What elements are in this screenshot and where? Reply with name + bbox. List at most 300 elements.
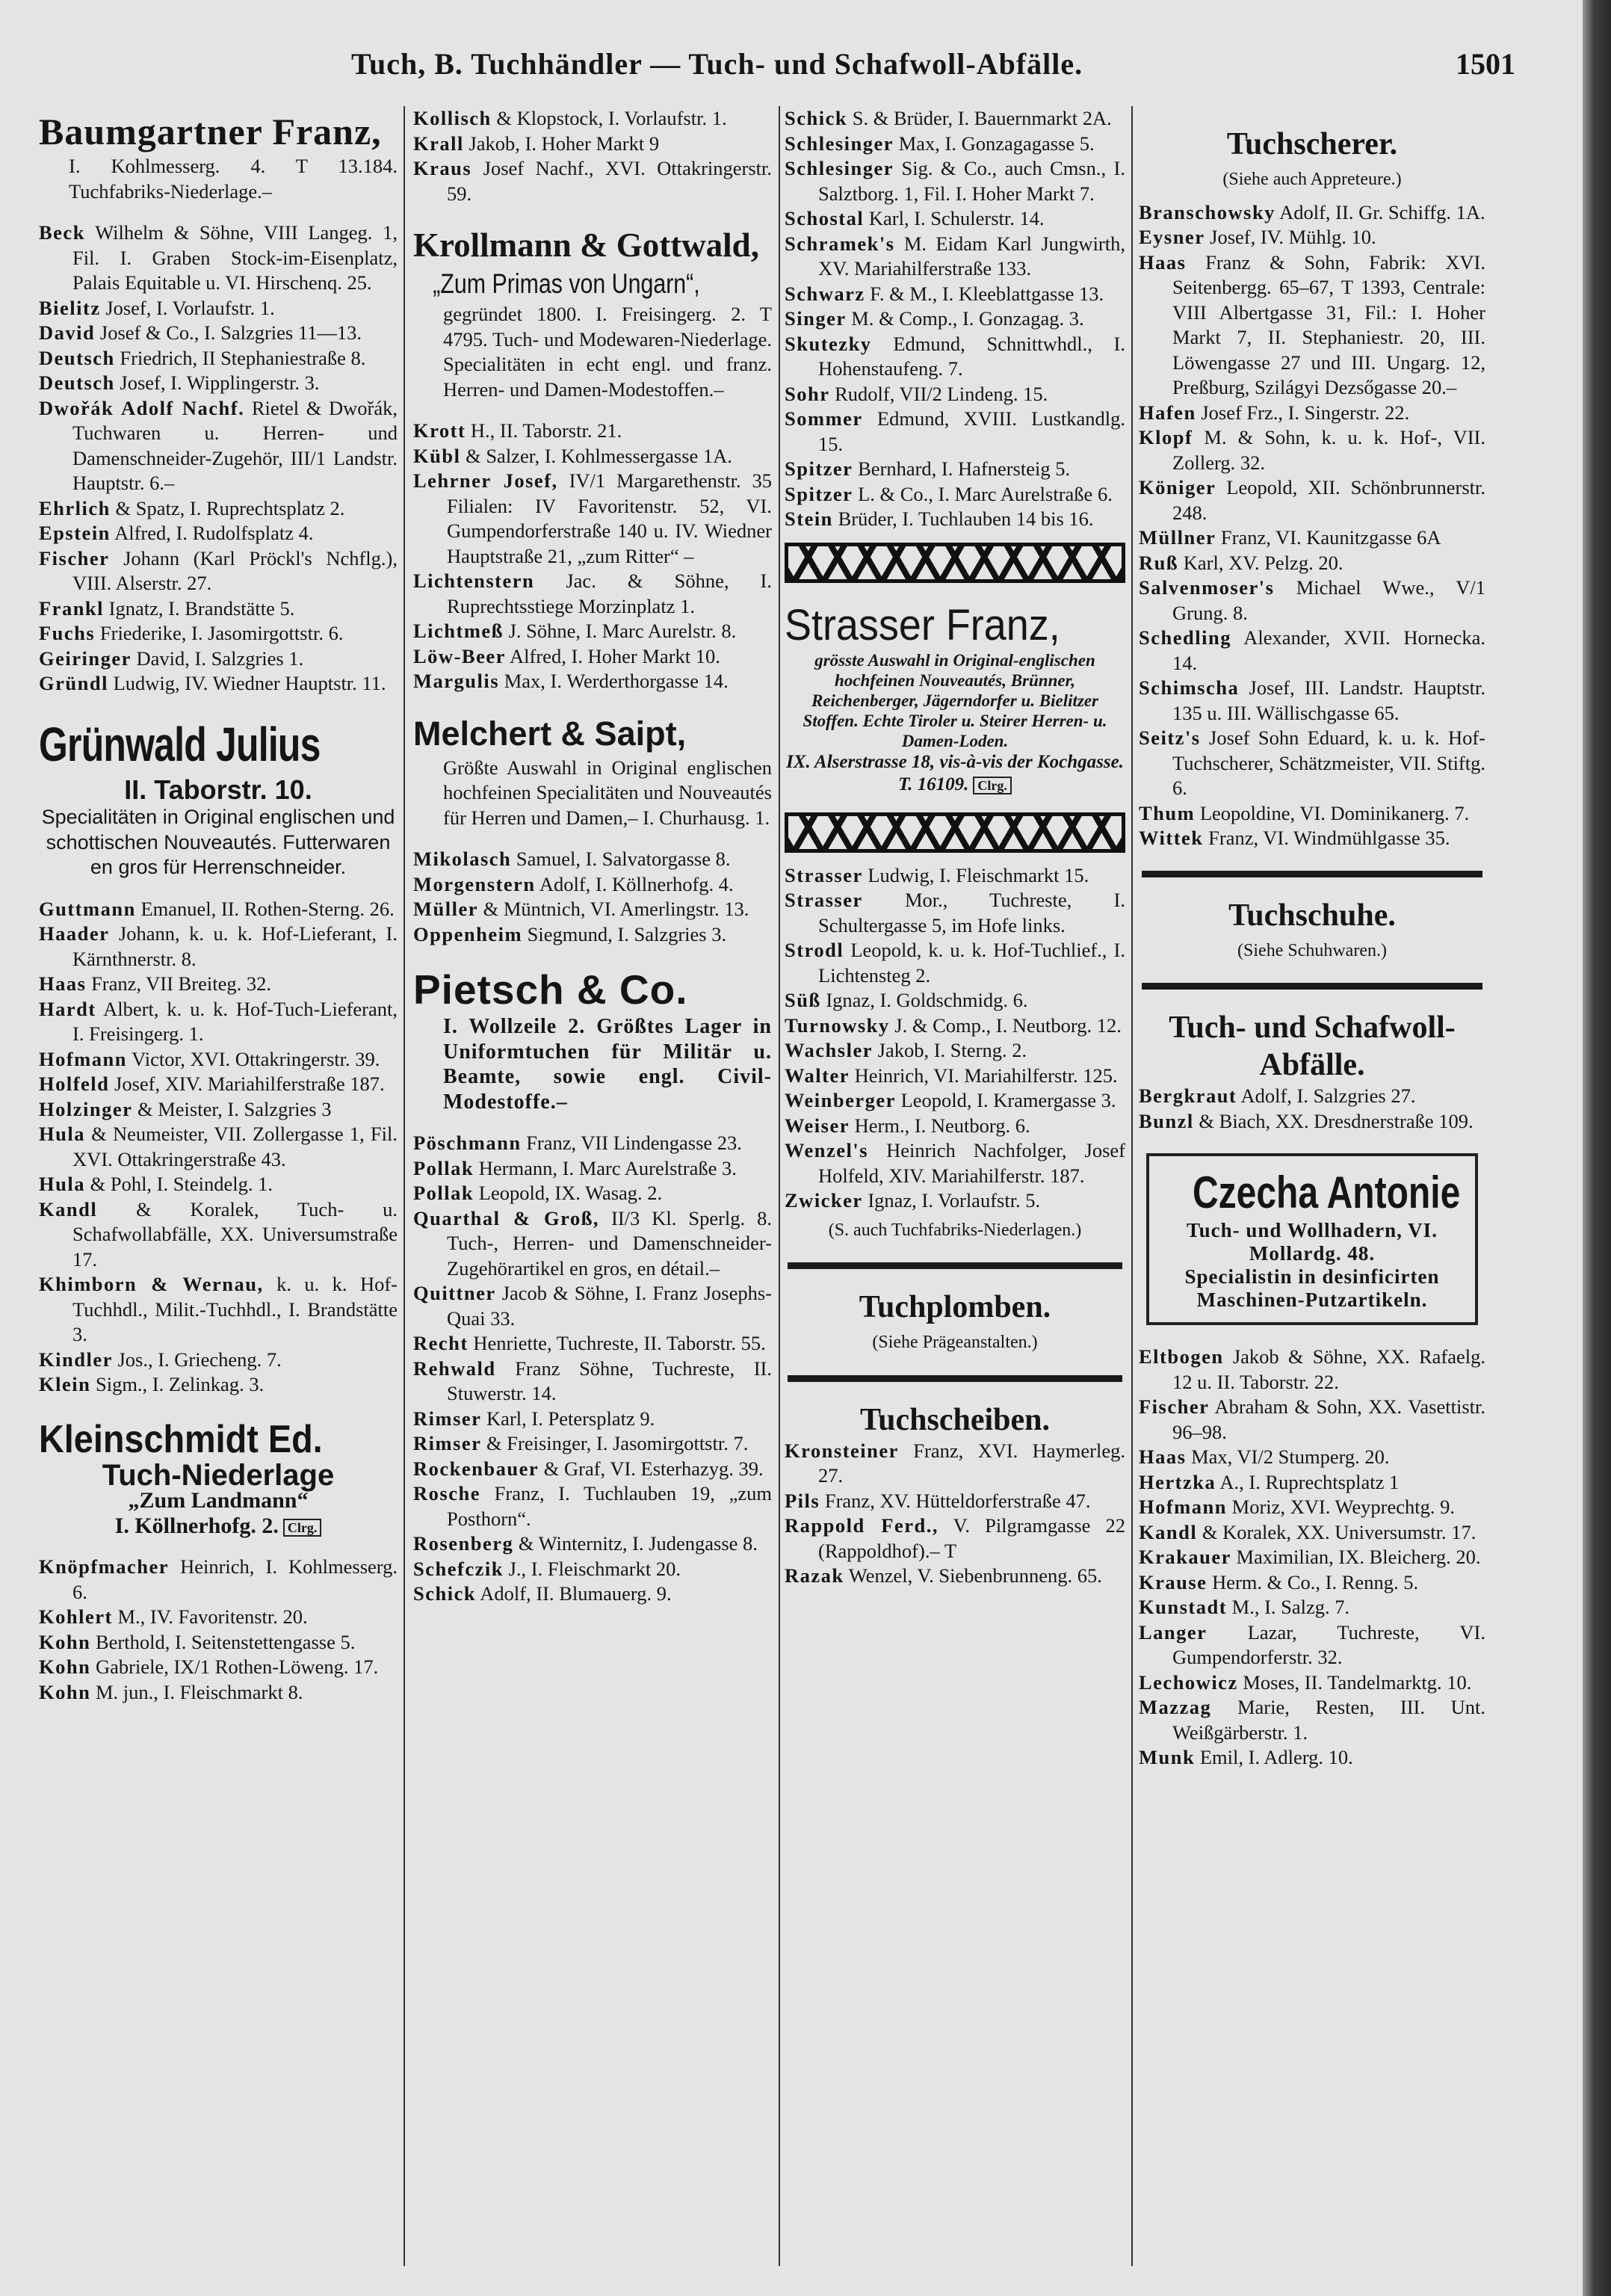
entry-address: Edmund, XVIII. Lustkandlg. 15. [818, 407, 1125, 455]
directory-entry [1139, 1520, 1485, 1546]
entry-name: Schefczik [413, 1557, 504, 1580]
entry-name: Ehrlich [39, 496, 111, 519]
page-number: 1501 [1456, 47, 1515, 81]
entry-name: Krakauer [1139, 1546, 1231, 1568]
entry-address: M. & Comp., I. Gonzagag. 3. [851, 307, 1084, 330]
directory-entry [39, 1605, 398, 1630]
entry-name: Weinberger [785, 1089, 896, 1111]
directory-entry [785, 1064, 1125, 1089]
directory-entry [39, 671, 398, 697]
directory-entry [1139, 1084, 1485, 1109]
column-divider [779, 106, 780, 2266]
entry-address: A., I. Ruprechtsplatz 1 [1219, 1470, 1400, 1493]
entry-address: Bernhard, I. Hafnersteig 5. [858, 457, 1071, 480]
entry-address: Adolf, I. Salzgries 27. [1240, 1084, 1416, 1107]
advertisement-line [1163, 1219, 1462, 1265]
directory-entry [413, 644, 772, 670]
section-heading: Tuch- und Schafwoll-Abfälle. [1169, 1010, 1456, 1082]
directory-entry [39, 1680, 398, 1706]
entry-address: Emanuel, II. Rothen-Sterng. 26. [140, 897, 395, 920]
directory-entry [1139, 250, 1485, 401]
advertisement-title: Pietsch & Co. [413, 966, 688, 1013]
advertisement-text [785, 650, 1125, 751]
directory-entry [1139, 1495, 1485, 1520]
entry-address: Heinrich, VI. Mariahilferstr. 125. [854, 1064, 1118, 1087]
advertisement-line [785, 751, 1125, 796]
entry-address: Josef, III. Landstr. Hauptstr. 135 u. III. Wällischgasse 65. [1172, 676, 1486, 724]
entry-address: Victor, XVI. Ottakringerstr. 39. [132, 1047, 380, 1070]
entry-name: Guttmann [39, 897, 136, 920]
entry-name: Gründl [39, 672, 108, 694]
entry-name: Fuchs [39, 622, 96, 644]
directory-entry [785, 407, 1125, 457]
entry-address: Mor., Tuchreste, I. Schultergasse 5, im Hofe links. [818, 889, 1125, 936]
entry-address: Sigm., I. Zelinkag. 3. [95, 1373, 265, 1395]
entry-name: Geiringer [39, 646, 132, 670]
advertisement-title: Krollmann & Gottwald, [413, 226, 759, 264]
entry-address: Samuel, I. Salvatorgasse 8. [516, 848, 731, 870]
entry-address: Franz, VII Lindengasse 23. [526, 1132, 742, 1154]
entry-name: Mazzag [1139, 1696, 1212, 1718]
directory-entry [413, 847, 772, 872]
entry-address: Ludwig, I. Fleischmarkt 15. [868, 863, 1089, 886]
entry-address: Josef, I. Wipplingerstr. 3. [120, 371, 320, 394]
entry-name: Mikolasch [413, 848, 512, 870]
advertisement-baumgartner [39, 109, 398, 204]
entry-address: Ludwig, IV. Wiedner Hauptstr. 11. [113, 672, 386, 694]
running-header: Tuch, B. Tuchhändler — Tuch- und Schafwoll-Abfälle. [351, 47, 1083, 81]
entry-address: Michael Wwe., V/1 Grung. 8. [1172, 576, 1486, 624]
entry-name: Eltbogen [1139, 1345, 1224, 1368]
directory-entry [413, 1531, 772, 1557]
ornamental-border [785, 543, 1125, 583]
entry-address: Franz Söhne, Tuchreste, II. Stuwerstr. 14. [447, 1357, 772, 1404]
directory-entry [39, 1630, 398, 1655]
entry-name: Walter [785, 1064, 850, 1087]
clearing-badge: Clrg. [973, 777, 1012, 794]
directory-entry [1139, 551, 1485, 576]
entry-address: Karl, I. Schulerstr. 14. [868, 207, 1045, 229]
directory-entry [785, 1114, 1125, 1139]
advertisement-text-text: I. Wollzeile 2. Größtes Lager in Uniformtuchen für Militär u. Beamte, sowie engl. Civil-Modestoffe.– [443, 1015, 772, 1114]
directory-entry [39, 1272, 398, 1348]
entry-address: & Spatz, I. Ruprechtsplatz 2. [115, 496, 345, 519]
entry-name: Branschowsky [1139, 200, 1275, 223]
entry-name: Khimborn & Wernau, [39, 1273, 264, 1295]
directory-entry [39, 621, 398, 646]
entry-name: Dwořák Adolf Nachf. [39, 396, 245, 419]
entry-address: IV/1 Margarethenstr. 35 Filialen: IV Favoritenstr. 52, VI. Gumpendorferstraße 140 u. IV. Wiedner Hauptstraße 21, „zum Ritter“ – [447, 469, 772, 567]
directory-entry [1139, 200, 1485, 226]
entry-name: Lichtenstern [413, 570, 535, 592]
entry-name: Rockenbauer [413, 1457, 539, 1480]
advertisement-pietsch [413, 965, 772, 1114]
directory-entry [1139, 475, 1485, 525]
advertisement-text-text: Größte Auswahl in Original englischen hochfeinen Specialitäten und Nouveautés für Herren und Damen,– I. Churhausg. 1. [443, 756, 772, 829]
directory-entry [1139, 525, 1485, 551]
entry-address: V. Pilgramgasse 22 (Rappoldhof).– T [818, 1514, 1125, 1562]
directory-entry [785, 132, 1125, 157]
directory-entry [39, 897, 398, 922]
entry-name: Schwarz [785, 282, 865, 305]
entry-address: Adolf, II. Gr. Schiffg. 1A. [1279, 200, 1485, 223]
entry-name: Haas [1139, 250, 1187, 274]
clearing-badge: Clrg. [283, 1519, 322, 1537]
entry-name: Margulis [413, 670, 500, 692]
entry-name: Kollisch [413, 107, 492, 129]
directory-entry [1139, 1345, 1485, 1395]
directory-entry [39, 1555, 398, 1605]
directory-entry [413, 444, 772, 469]
entry-address: Leopold, IX. Wasag. 2. [478, 1182, 663, 1204]
entry-name: Kronsteiner [785, 1439, 899, 1462]
entry-name: Rimser [413, 1432, 482, 1454]
directory-entry [413, 1581, 772, 1607]
entry-address: Jacob & Söhne, I. Franz Josephs-Quai 33. [447, 1282, 773, 1330]
entry-name: Sommer [785, 407, 863, 430]
entry-address: Leopold, I. Kramergasse 3. [900, 1089, 1116, 1111]
entry-name: Spitzer [785, 457, 853, 480]
entry-name: Schramek's [785, 232, 895, 255]
entry-name: Holfeld [39, 1073, 110, 1095]
entry-name: Fischer [1139, 1395, 1210, 1418]
directory-entry [413, 872, 772, 898]
directory-entry [413, 1407, 772, 1432]
directory-entry [413, 1431, 772, 1457]
entry-name: Wenzel's [785, 1139, 869, 1161]
entry-name: Klein [39, 1373, 91, 1395]
advertisement-line-text: Tuch-Niederlage [102, 1458, 335, 1492]
advertisement-line [39, 1513, 398, 1539]
entry-address: Wenzel, V. Siebenbrunneng. 65. [848, 1564, 1102, 1587]
directory-entry [39, 1047, 398, 1073]
directory-entry [413, 1481, 772, 1531]
directory-entry [1139, 575, 1485, 626]
directory-entry [39, 546, 398, 596]
directory-entry [785, 888, 1125, 938]
entry-address: Josef Nachf., XVI. Ottakringerstr. 59. [447, 157, 773, 205]
entry-name: Kandl [39, 1197, 98, 1220]
column-divider [403, 106, 405, 2266]
entry-name: Razak [785, 1564, 844, 1587]
directory-entry [413, 1156, 772, 1182]
entry-address: & Graf, VI. Esterhazyg. 39. [543, 1457, 764, 1480]
directory-entry [39, 972, 398, 997]
entry-name: Königer [1139, 476, 1216, 499]
directory-entry [785, 457, 1125, 482]
entry-name: Morgenstern [413, 872, 536, 895]
advertisement-title: Baumgartner Franz, [39, 111, 382, 152]
entry-name: Strodl [785, 939, 844, 961]
entry-name: Rehwald [413, 1357, 496, 1380]
entry-address: Emil, I. Adlerg. 10. [1199, 1746, 1353, 1768]
directory-entry [785, 1439, 1125, 1489]
entry-address: & Müntnich, VI. Amerlingstr. 13. [483, 898, 749, 920]
advertisement-title: Melchert & Saipt, [413, 714, 687, 753]
entry-name: Oppenheim [413, 922, 523, 945]
entry-name: Weiser [785, 1114, 850, 1137]
advertisement-text-text: gegründet 1800. I. Freisingerg. 2. T 4795. Tuch- und Modewaren-Niederlage. Specialitäten in echt engl. und franz. Herren- und Damen-Modestoffen.– [443, 303, 772, 401]
column-2 [413, 106, 772, 1607]
advertisement-text [39, 154, 398, 204]
entry-name: Kandl [1139, 1520, 1198, 1543]
entry-address: Brüder, I. Tuchlauben 14 bis 16. [838, 507, 1094, 530]
entry-address: Gabriele, IX/1 Rothen-Löweng. 17. [95, 1655, 379, 1678]
entry-name: Wittek [1139, 827, 1204, 849]
directory-entry [785, 1088, 1125, 1114]
entry-name: Schlesinger [785, 157, 894, 179]
entry-name: Hofmann [1139, 1496, 1227, 1518]
entry-address: Moses, II. Tandelmarktg. 10. [1243, 1670, 1472, 1694]
entry-address: Jakob, I. Sterng. 2. [877, 1039, 1027, 1061]
directory-entry [413, 1331, 772, 1357]
entry-name: Schedling [1139, 626, 1231, 649]
entry-name: Kraus [413, 157, 472, 179]
cross-reference-note: (Siehe Schuhwaren.) [1237, 940, 1387, 960]
entry-address: Ignaz, I. Vorlaufstr. 5. [868, 1189, 1041, 1212]
directory-entry [413, 1557, 772, 1582]
entry-address: F. & M., I. Kleeblattgasse 13. [870, 282, 1104, 305]
directory-entry [39, 321, 398, 346]
directory-entry [785, 106, 1125, 132]
entry-address: Henriette, Tuchreste, II. Taborstr. 55. [473, 1332, 766, 1354]
entry-name: Kunstadt [1139, 1596, 1228, 1618]
advertisement-line-text: „Zum Landmann“ [128, 1488, 309, 1513]
scan-edge [1583, 0, 1611, 2296]
directory-entry [1139, 1395, 1485, 1445]
directory-entry [785, 1038, 1125, 1064]
entry-name: Hertzka [1139, 1470, 1216, 1493]
entry-address: Max, VI/2 Stumperg. 20. [1191, 1445, 1390, 1468]
entry-address: Franz, VII Breiteg. 32. [91, 972, 271, 995]
entry-address: Siegmund, I. Salzgries 3. [527, 922, 727, 945]
directory-entry [1139, 225, 1485, 250]
entry-name: Strasser [785, 863, 863, 886]
column-3 [785, 106, 1125, 1589]
directory-entry [413, 1357, 772, 1407]
entry-name: Kohn [39, 1680, 91, 1703]
entry-address: & Winternitz, I. Judengasse 8. [518, 1532, 758, 1555]
entry-address: Hermann, I. Marc Aurelstraße 3. [478, 1156, 737, 1179]
entry-address: Josef Frz., I. Singerstr. 22. [1201, 401, 1410, 424]
advertisement-line-text: Specialistin in desinficirten Maschinen-Putzartikeln. [1184, 1265, 1440, 1311]
advertisement-czecha [1146, 1153, 1478, 1325]
entry-address: M. Eidam Karl Jungwirth, XV. Mariahilferstraße 133. [818, 232, 1125, 280]
entry-address: Josef & Co., I. Salzgries 11—13. [99, 321, 362, 344]
directory-entry [1139, 1545, 1485, 1570]
entry-name: Knöpfmacher [39, 1555, 170, 1578]
directory-entry [785, 1513, 1125, 1564]
entry-address: J. Söhne, I. Marc Aurelstr. 8. [508, 620, 737, 642]
directory-entry [413, 469, 772, 569]
entry-name: Haas [1139, 1445, 1187, 1468]
directory-entry [785, 282, 1125, 307]
entry-address: Max, I. Werderthorgasse 14. [504, 670, 729, 692]
entry-address: H., II. Taborstr. 21. [470, 419, 622, 442]
section-heading: Tuchplomben. [859, 1290, 1051, 1324]
advertisement-title: Czecha Antonie [1193, 1167, 1461, 1218]
entry-address: Alfred, I. Hoher Markt 10. [510, 644, 720, 667]
entry-name: Löw-Beer [413, 644, 506, 667]
entry-name: Haas [39, 972, 87, 995]
directory-entry [785, 938, 1125, 988]
directory-entry [1139, 826, 1485, 851]
directory-entry [413, 1131, 772, 1156]
entry-address: Franz, XVI. Haymerleg. 27. [818, 1439, 1125, 1487]
directory-entry [785, 1188, 1125, 1214]
directory-entry [1139, 425, 1485, 475]
entry-name: Haader [39, 922, 110, 945]
advertisement-text-text: grösste Auswahl in Original-englischen hochfeinen Nouveautés, Brünner, Reichenberger, Jägerndorfer u. Bielitzer Stoffen. Echte Tiroler u. Steirer Herren- u. Damen-Loden. [803, 650, 1107, 750]
entry-name: Bergkraut [1139, 1084, 1237, 1107]
directory-entry [39, 296, 398, 321]
entry-name: Munk [1139, 1746, 1196, 1768]
entry-address: M., I. Salzg. 7. [1231, 1596, 1350, 1618]
entry-name: Rosenberg [413, 1532, 514, 1555]
entry-name: Singer [785, 307, 847, 330]
entry-address: Berthold, I. Seitenstettengasse 5. [95, 1630, 356, 1653]
entry-name: Schick [785, 107, 848, 129]
advertisement-line-text: II. Taborstr. 10. [124, 774, 312, 805]
advertisement-strasser [785, 601, 1125, 796]
directory-entry [39, 1197, 398, 1273]
entry-address: & Biach, XX. Dresdnerstraße 109. [1199, 1109, 1474, 1132]
directory-entry [785, 1138, 1125, 1188]
entry-name: Fischer [39, 546, 110, 570]
entry-address: Karl, I. Petersplatz 9. [486, 1407, 655, 1430]
directory-entry [413, 922, 772, 948]
directory-entry [39, 997, 398, 1047]
directory-entry [39, 371, 398, 396]
directory-entry [1139, 801, 1485, 827]
column-1 [39, 106, 398, 1705]
entry-name: Kübl [413, 444, 461, 467]
entry-address: Heinrich, I. Kohlmesserg. 6. [72, 1555, 398, 1603]
directory-entry [413, 569, 772, 619]
advertisement-line-text: I. Köllnerhofg. 2. [114, 1513, 279, 1538]
cross-reference-note: (Siehe auch Appreteure.) [1222, 170, 1402, 189]
directory-entry [413, 1181, 772, 1206]
directory-entry [785, 382, 1125, 407]
directory-entry [785, 206, 1125, 232]
directory-entry [1139, 1109, 1485, 1135]
directory-entry [413, 106, 772, 132]
entry-name: Krall [413, 132, 464, 155]
entry-address: & Koralek, Tuch- u. Schafwollabfälle, XX. Universumstraße 17. [72, 1197, 398, 1271]
entry-address: Max, I. Gonzagagasse 5. [898, 132, 1095, 155]
entry-name: Strasser [785, 889, 863, 911]
directory-entry [1139, 1445, 1485, 1470]
entry-name: Schostal [785, 207, 865, 229]
entry-name: Bunzl [1139, 1109, 1194, 1132]
advertisement-text-text: I. Kohlmesserg. 4. T 13.184. Tuchfabriks-Niederlage.– [69, 155, 398, 203]
entry-name: Zwicker [785, 1189, 863, 1212]
column-divider [1131, 106, 1133, 2266]
section-rule [1142, 983, 1482, 990]
directory-entry [413, 419, 772, 444]
entry-name: Beck [39, 221, 85, 244]
entry-address: Friederike, I. Jasomirgottstr. 6. [99, 622, 344, 644]
entry-address: Franz, XV. Hütteldorferstraße 47. [824, 1489, 1091, 1512]
advertisement-kleinschmidt [39, 1416, 398, 1539]
entry-name: Langer [1139, 1620, 1208, 1644]
entry-address: Franz, VI. Windmühlgasse 35. [1208, 827, 1450, 849]
entry-address: Rudolf, VII/2 Lindeng. 15. [835, 382, 1048, 405]
entry-name: Kohn [39, 1630, 91, 1653]
entry-name: Quittner [413, 1282, 496, 1304]
entry-name: Hula [39, 1123, 85, 1145]
advertisement-gruenwald [39, 715, 398, 880]
entry-address: Alfred, I. Rudolfsplatz 4. [114, 522, 314, 544]
entry-address: Johann, k. u. k. Hof-Lieferant, I. Kärnthnerstr. 8. [72, 922, 398, 970]
entry-name: Spitzer [785, 482, 853, 505]
advertisement-text [413, 302, 772, 402]
entry-name: Kindler [39, 1348, 113, 1371]
entry-name: Salvenmoser's [1139, 576, 1275, 599]
advertisement-line [413, 266, 708, 302]
entry-address: Herm., I. Neutborg. 6. [854, 1114, 1030, 1137]
column-4 [1139, 106, 1485, 1771]
entry-address: Abraham & Sohn, XX. Vasettistr. 96–98. [1172, 1395, 1485, 1443]
directory-entry [39, 1655, 398, 1680]
entry-name: Lehrner Josef, [413, 469, 558, 492]
directory-entry [1139, 1695, 1485, 1745]
entry-address: Leopold, XII. Schönbrunnerstr. 248. [1172, 476, 1485, 524]
directory-entry [1139, 1570, 1485, 1596]
directory-entry [1139, 676, 1485, 726]
entry-address: M. & Sohn, k. u. k. Hof-, VII. Zollerg. 32. [1172, 426, 1486, 474]
entry-address: & Neumeister, VII. Zollergasse 1, Fil. XVI. Ottakringerstraße 43. [72, 1123, 398, 1170]
entry-address: Albert, k. u. k. Hof-Tuch-Lieferant, I. Freisingerg. 1. [72, 997, 398, 1045]
entry-name: Epstein [39, 522, 111, 544]
section-heading: Tuchscherer. [1226, 127, 1398, 161]
entry-address: David, I. Salzgries 1. [136, 646, 304, 670]
entry-name: Schick [413, 1582, 477, 1605]
directory-entry [1139, 1670, 1485, 1696]
advertisement-line [39, 1488, 398, 1513]
directory-entry [785, 1489, 1125, 1514]
advertisement-text [413, 1014, 772, 1114]
advertisement-line [39, 774, 398, 805]
cross-reference-note: (S. auch Tuchfabriks-Niederlagen.) [828, 1220, 1082, 1240]
advertisement-melchert [413, 712, 772, 831]
directory-entry [39, 1172, 398, 1197]
entry-name: Rosche [413, 1482, 480, 1505]
ornamental-border [785, 812, 1125, 853]
advertisement-line-text: Tuch- und Wollhadern, VI. Mollardg. 48. [1187, 1219, 1438, 1265]
entry-name: Süß [785, 989, 821, 1011]
entry-address: Adolf, II. Blumauerg. 9. [480, 1582, 672, 1605]
entry-name: Pollak [413, 1156, 474, 1179]
entry-name: Hardt [39, 997, 96, 1020]
advertisement-text-text: Specialitäten in Original englischen und schottischen Nouveautés. Futterwaren en gros für Herrenschneider. [41, 806, 395, 878]
entry-address: & Salzer, I. Kohlmessergasse 1A. [466, 444, 732, 467]
directory-entry [413, 897, 772, 922]
entry-address: Heinrich Nachfolger, Josef Holfeld, XIV. Mariahilferstr. 187. [818, 1139, 1125, 1187]
entry-name: Schlesinger [785, 132, 894, 155]
entry-address: & Meister, I. Salzgries 3 [137, 1097, 332, 1120]
entry-name: Hafen [1139, 401, 1196, 424]
entry-address: M. jun., I. Fleischmarkt 8. [95, 1680, 303, 1703]
entry-address: Josef, XIV. Mariahilferstraße 187. [114, 1073, 385, 1095]
entry-name: Pils [785, 1489, 820, 1512]
entry-address: Moriz, XVI. Weyprechtg. 9. [1231, 1496, 1455, 1518]
entry-address: Franz, VI. Kaunitzgasse 6A [1220, 526, 1441, 549]
entry-address: Josef Sohn Eduard, k. u. k. Hof-Tuchscherer, Schätzmeister, VII. Stiftg. 6. [1172, 726, 1485, 799]
entry-name: Lichtmeß [413, 620, 504, 642]
directory-entry [413, 669, 772, 694]
entry-name: Seitz's [1139, 726, 1201, 749]
